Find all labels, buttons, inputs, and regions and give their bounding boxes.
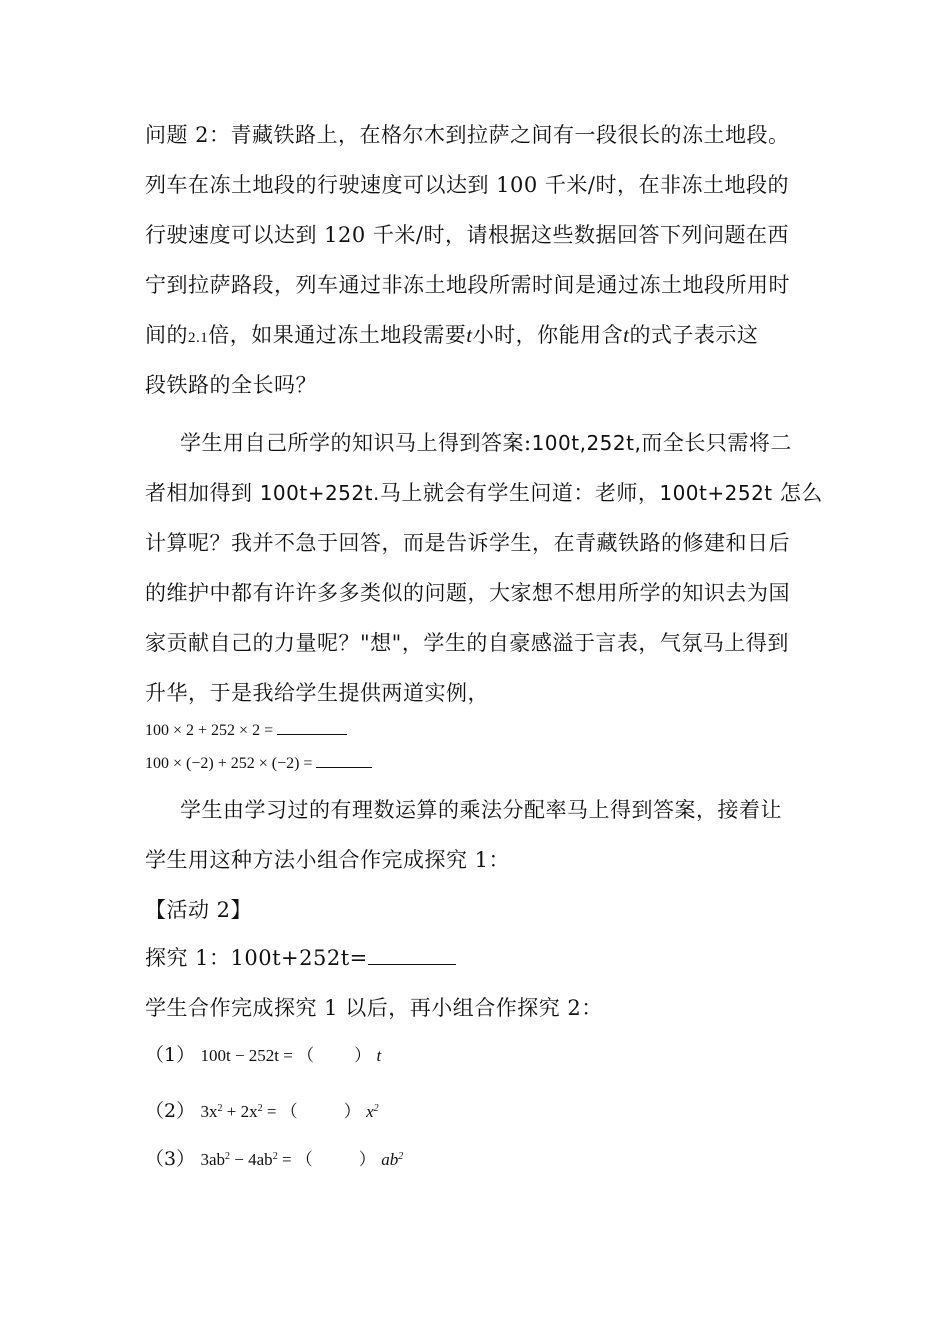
formula-text: 100t,252t, — [531, 431, 642, 455]
paragraph-line: 宁到拉萨路段，列车通过非冻土地段所需时间是通过冻土地段所用时 — [145, 273, 790, 297]
question-1 — [145, 1044, 381, 1067]
text: 而全长只需将二 — [641, 431, 792, 455]
text: 怎么 — [779, 481, 823, 505]
question-number: （2） — [145, 1100, 196, 1122]
paragraph-line: 家贡献自己的力量呢？"想"，学生的自豪感溢于言表，气氛马上得到 — [145, 631, 789, 655]
paragraph-line: 段铁路的全长吗？ — [145, 373, 317, 397]
term: = （ — [277, 1150, 313, 1169]
question-3 — [145, 1146, 403, 1171]
paragraph-line: 学生用这种方法小组合作完成探究 1： — [145, 848, 511, 872]
formula-text: 100t+252t — [659, 481, 773, 505]
variable: t — [376, 1046, 382, 1065]
paragraph-line: 列车在冻土地段的行驶速度可以达到 100 千米/时，在非冻土地段的 — [145, 173, 790, 197]
text: 者相加得到 — [145, 481, 253, 505]
term: = （ — [262, 1102, 298, 1121]
expression — [201, 1150, 313, 1169]
question-number: （1） — [145, 1044, 196, 1066]
text: 马上就会有学生问道：老师， — [379, 481, 660, 505]
term: − 4ab — [230, 1150, 273, 1169]
text: 小时，你能用含 — [472, 323, 624, 347]
exercise-line — [145, 943, 810, 973]
question-2 — [145, 1098, 379, 1123]
variable: $x^2$ — [366, 1102, 379, 1121]
answer-blank — [277, 716, 347, 735]
variable: $ab^2$ — [381, 1150, 404, 1169]
exponent: 2 — [398, 1151, 404, 1162]
paragraph-line — [180, 428, 810, 458]
answer-blank — [316, 749, 372, 768]
bracket: ） — [358, 1150, 376, 1169]
exponent: 2 — [217, 1103, 223, 1114]
paragraph-line: 学生合作完成探究 1 以后，再小组合作探究 2： — [145, 996, 603, 1020]
paragraph-line — [145, 320, 810, 353]
text: 间的 — [145, 323, 188, 347]
text: 的式子表示这 — [629, 323, 759, 347]
term: + 2x — [222, 1102, 258, 1121]
term: 3x — [200, 1102, 218, 1121]
paragraph-line: 的维护中都有许许多多类似的问题，大家想不想用所学的知识去为国 — [145, 581, 790, 605]
section-heading: 【活动 2】 — [145, 898, 253, 922]
equation-line — [145, 716, 347, 742]
exercise-text: 探究 1：100t+252t= — [145, 946, 368, 970]
paragraph-line: 计算呢？我并不急于回答，而是告诉学生，在青藏铁路的修建和日后 — [145, 531, 790, 555]
question-number: （3） — [145, 1148, 196, 1170]
answer-blank — [368, 946, 456, 965]
equation-line — [145, 749, 372, 775]
number: 2.1 — [188, 330, 209, 346]
paragraph-line: 学生由学习过的有理数运算的乘法分配率马上得到答案，接着让 — [180, 798, 782, 822]
expression: 100t − 252t = （ — [200, 1046, 315, 1065]
exponent: 2 — [225, 1151, 231, 1162]
equation: 100 × (−2) + 252 × (−2) = — [145, 755, 313, 772]
equation: 100 × 2 + 252 × 2 = — [145, 722, 274, 739]
bracket: ） — [354, 1046, 372, 1065]
paragraph-line — [145, 478, 823, 508]
exponent: 2 — [272, 1151, 278, 1162]
paragraph-line: 问题 2：青藏铁路上，在格尔木到拉萨之间有一段很长的冻土地段。 — [145, 123, 790, 147]
exponent: 2 — [373, 1103, 379, 1114]
variable: t — [623, 323, 630, 347]
text: 学生用自己所学的知识马上得到答案: — [180, 431, 532, 455]
bracket: ） — [343, 1102, 361, 1121]
expression — [201, 1102, 298, 1121]
paragraph-line: 行驶速度可以达到 120 千米/时，请根据这些数据回答下列问题在西 — [145, 223, 790, 247]
formula-text: 100t+252t. — [259, 481, 380, 505]
text: 倍，如果通过冻土地段需要 — [208, 323, 467, 347]
paragraph-line: 升华，于是我给学生提供两道实例， — [145, 681, 489, 705]
variable: t — [466, 323, 473, 347]
exponent: 2 — [257, 1103, 263, 1114]
term: 3ab — [200, 1150, 226, 1169]
